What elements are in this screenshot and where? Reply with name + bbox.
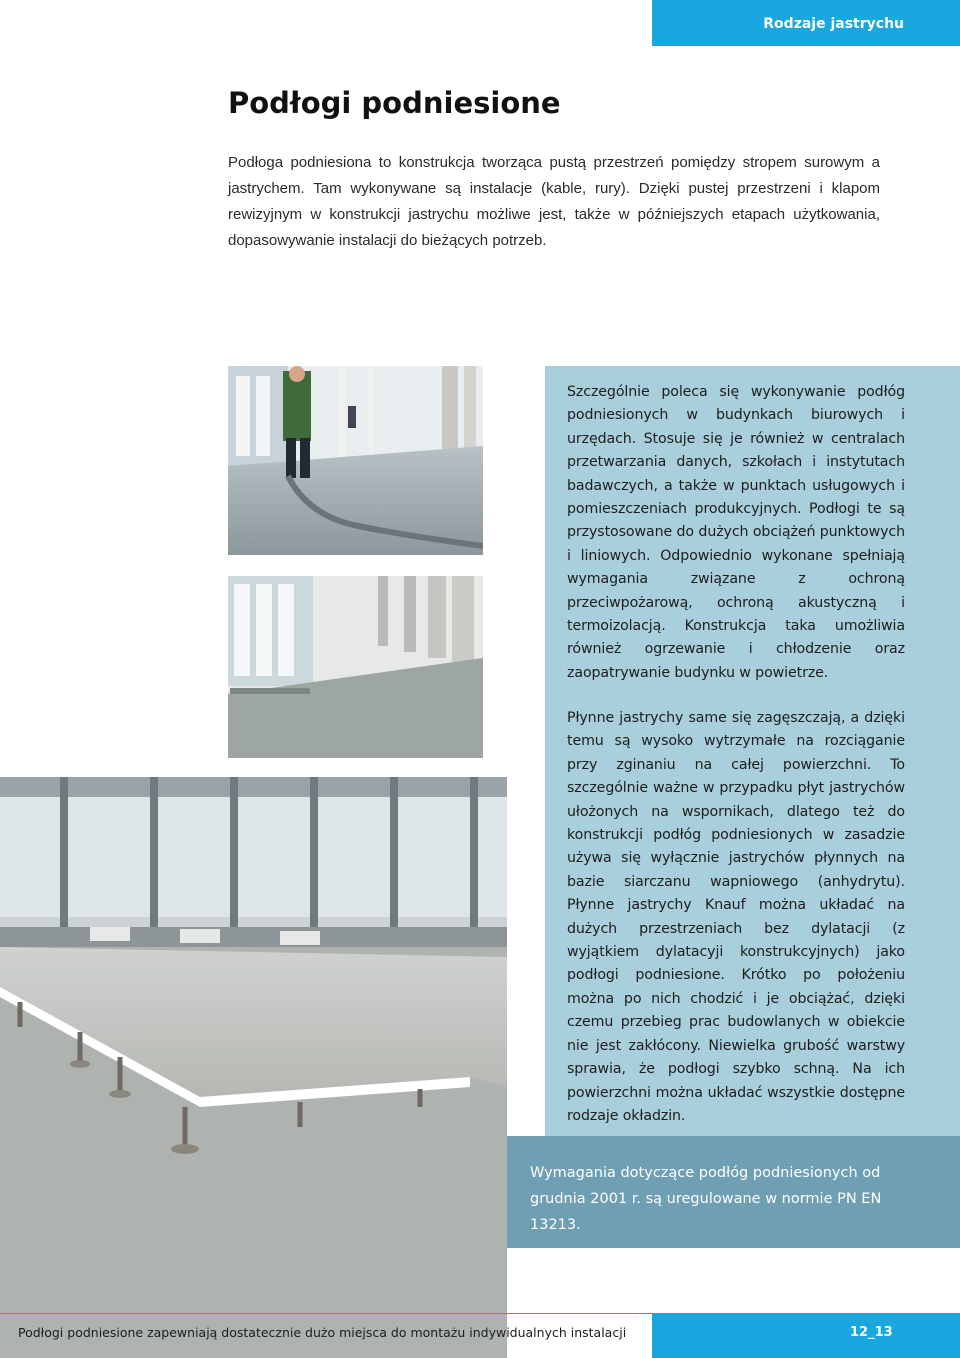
photo-raised-floor-pedestals <box>0 777 507 1358</box>
panel-paragraph-1: Szczególnie poleca się wykonywanie podłóg podniesionych w budynkach biurowych i urzędach. Stosuje się je również w centralach przetwarzania danych, szkołach i instytutach badawczych, a także w punktach usługowych i pomieszczeniach produkcyjnych. Podłogi te są przystosowane do dużych obciążeń punktowych i liniowych. Odpowiednio wykonane spełniają wymagania związane z ochroną przeciwpożarową, ochroną akustyczną i termoizolacją. Konstrukcja taka umożliwia również ogrzewanie i chłodzenie oraz zaopatrywanie budynku w powietrze. <box>567 384 905 681</box>
page-title: Podłogi podniesione <box>228 86 561 120</box>
footer-divider <box>0 1313 652 1314</box>
photo-finished-room <box>228 576 483 758</box>
footer-caption: Podłogi podniesione zapewniają dostatecznie dużo miejsca do montażu indywidualnych instalacji <box>18 1325 627 1340</box>
section-tab: Rodzaje jastrychu <box>652 0 960 46</box>
norm-note-text: Wymagania dotyczące podłóg podniesionych od grudnia 2001 r. są uregulowane w normie PN EN 13213. <box>530 1165 882 1233</box>
page-number: 12_13 <box>652 1313 960 1358</box>
panel-paragraph-2: Płynne jastrychy same się zagęszczają, a dzięki temu są wysoko wytrzymałe na rozciąganie przy zginaniu na całej powierzchni. To szczególnie ważne w przypadku płyt jastrychów ułożonych na wspornikach, dlatego też do konstrukcji podłóg podniesionych w zasadzie używa się wyłącznie jastrychów płynnych na bazie siarczanu wapniowego (anhydrytu). Płynne jastrychy Knauf można układać na dużych przestrzeniach bez dylatacji (z wyjątkiem dylatacyji konstrukcyjnych) jako podłogi podniesione. Krótko po położeniu można po nich chodzić i je obciążać, dzięki czemu przebieg prac budowlanych w obiekcie nie jest zakłócony. Niewielka grubość warstwy sprawia, że podłogi szybko schną. Na ich powierzchni można układać wszystkie dostępne rodzaje okładzin. <box>567 710 905 1124</box>
photo-pouring-screed <box>228 366 483 555</box>
intro-paragraph: Podłoga podniesiona to konstrukcja tworząca pustą przestrzeń pomiędzy stropem surowym a jastrychem. Tam wykonywane są instalacje (kable, rury). Dzięki pustej przestrzeni i klapom rewizyjnym w konstrukcji jastrychu możliwe jest, także w późniejszych etapach użytkowania, dopasowywanie instalacji do bieżących potrzeb. <box>228 154 880 249</box>
